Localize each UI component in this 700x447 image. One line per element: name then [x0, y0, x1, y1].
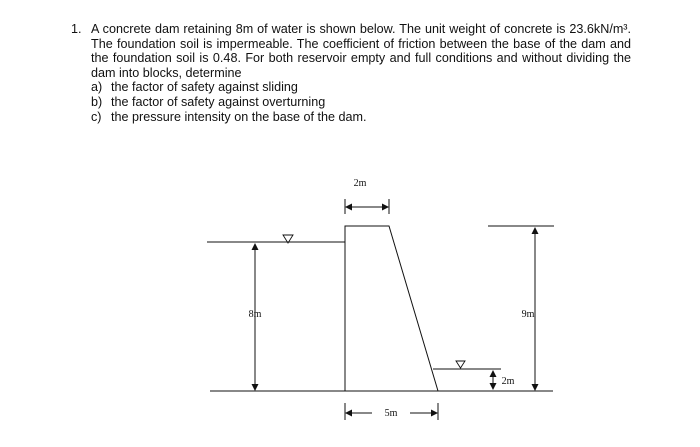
tailwater-depth-label: 2m: [501, 376, 515, 387]
dam-body: [345, 226, 438, 391]
part-text: the pressure intensity on the base of the dam.: [111, 109, 367, 124]
tailwater-level-symbol: [456, 361, 465, 368]
dam-height-label: 9m: [521, 309, 535, 320]
problem-number: 1.: [71, 22, 82, 36]
top-width-label: 2m: [353, 178, 367, 189]
water-depth-label: 8m: [248, 309, 262, 320]
part-letter: b): [91, 94, 103, 109]
part-letter: a): [91, 80, 103, 95]
part-text: the factor of safety against overturning: [111, 94, 326, 109]
part-text: the factor of safety against sliding: [111, 80, 298, 95]
part-letter: c): [91, 109, 102, 124]
base-width-label: 5m: [384, 408, 398, 419]
problem-stem-text: A concrete dam retaining 8m of water is shown below. The unit weight of concrete is 23.6kN/m³. The foundation soil is impermeable. The coefficient of friction between the base of the dam and the foundation soil is 0.48. For both reservoir empty and full conditions and without dividing the dam into blocks, determine: [91, 22, 631, 80]
